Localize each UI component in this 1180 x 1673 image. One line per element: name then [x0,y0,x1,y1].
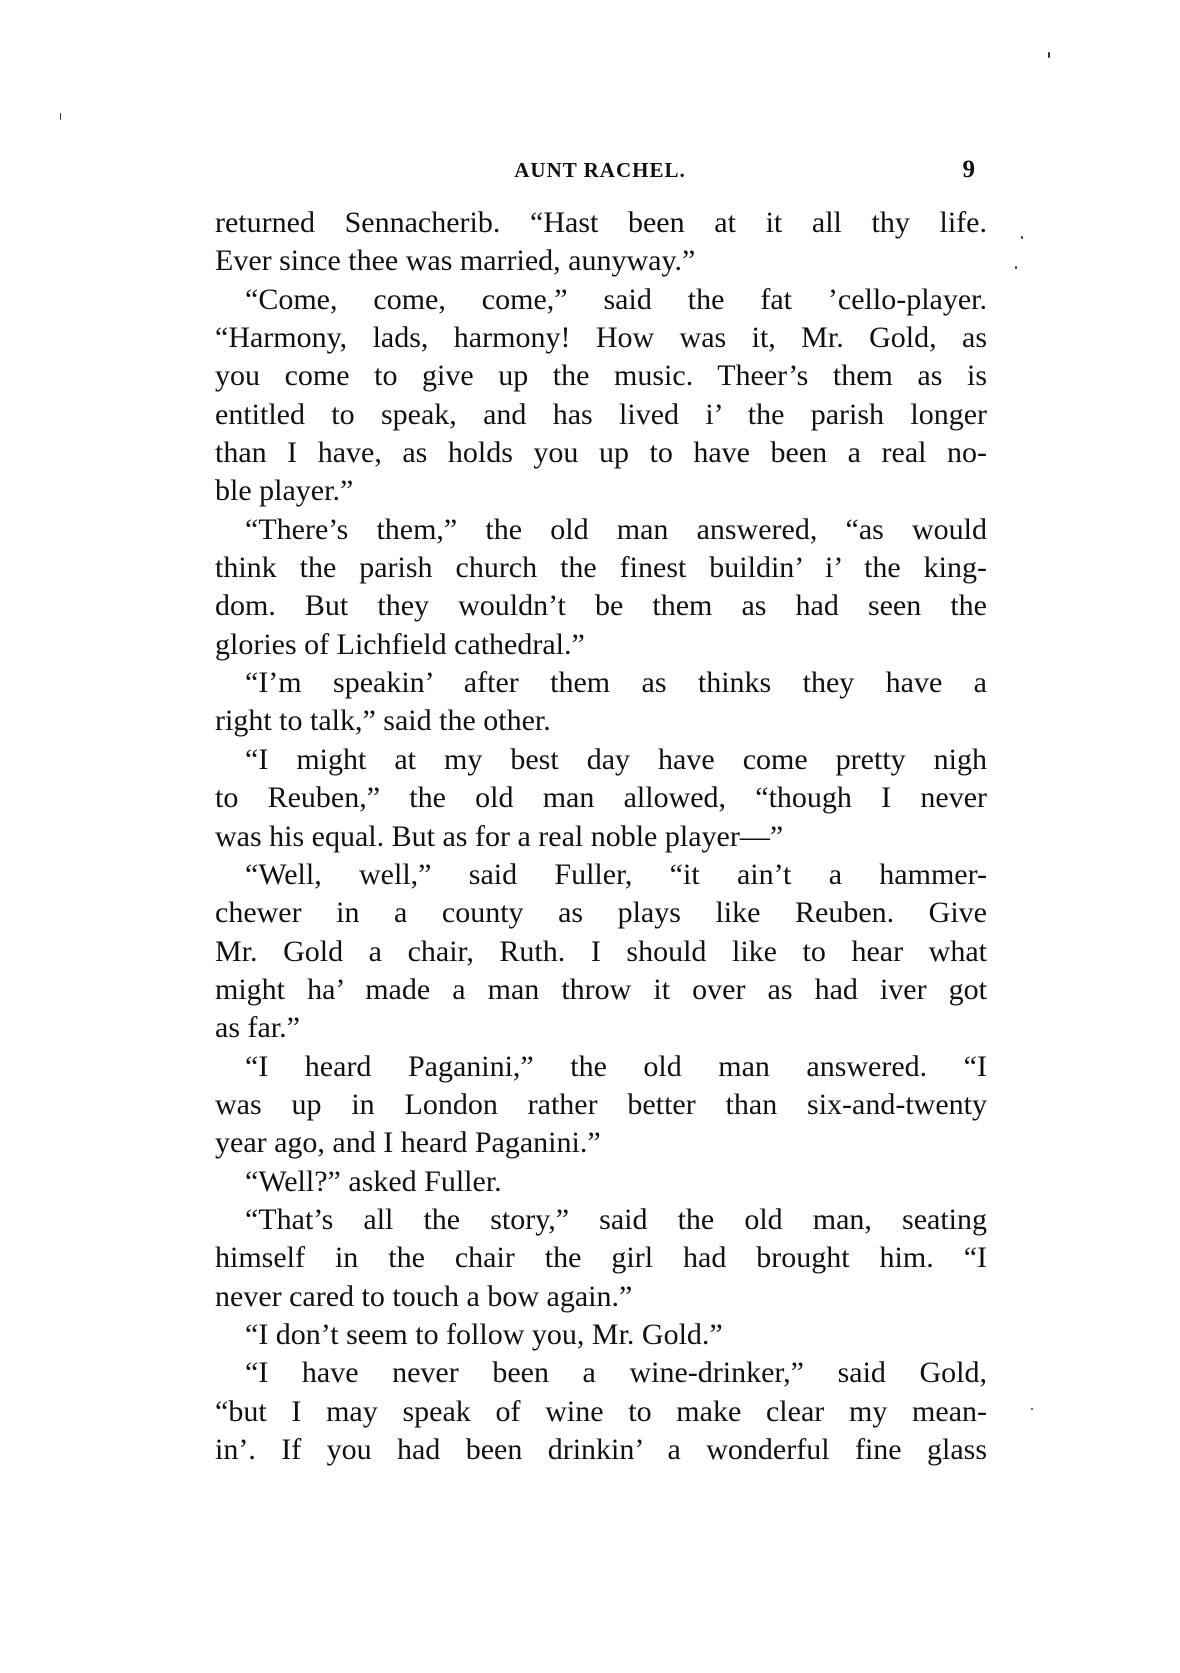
text-line: think the parish church the finest buildin’ i’ the king- [215,551,987,585]
text-line: “Harmony, lads, harmony! How was it, Mr. Gold, as [215,321,987,355]
scan-speck [1031,1408,1033,1410]
text-line: ble player.” [215,474,354,508]
text-line: right to talk,” said the other. [215,704,551,738]
text-line: “but I may speak of wine to make clear my mean- [215,1394,987,1428]
scan-speck [1015,266,1017,269]
text-line: “That’s all the story,” said the old man, seating [245,1202,987,1236]
scan-speck [1021,236,1023,239]
text-line: “I heard Paganini,” the old man answered. “I [245,1049,987,1083]
text-line: “I’m speakin’ after them as thinks they have a [245,666,987,700]
text-line: himself in the chair the girl had brought him. “I [215,1241,987,1275]
text-line: chewer in a county as plays like Reuben. Give [215,896,987,930]
text-line: was his equal. But as for a real noble player—” [215,819,784,853]
text-line: might ha’ made a man throw it over as had iver got [215,972,987,1006]
text-line: never cared to touch a bow again.” [215,1279,633,1313]
text-line: entitled to speak, and has lived i’ the parish longer [215,397,987,431]
text-line: to Reuben,” the old man allowed, “though I never [215,781,987,815]
body-text [215,204,987,1469]
text-line: “I have never been a wine-drinker,” said Gold, [245,1356,987,1390]
scan-speck [60,113,61,120]
text-line: glories of Lichfield cathedral.” [215,627,585,661]
text-line: “I might at my best day have come pretty nigh [245,742,987,776]
text-line: you come to give up the music. Theer’s them as is [215,359,987,393]
text-line: “Well?” asked Fuller. [245,1164,502,1198]
text-line: than I have, as holds you up to have been a real no- [215,436,987,470]
text-line: in’. If you had been drinkin’ a wonderful fine glass [215,1433,987,1466]
text-line: “I don’t seem to follow you, Mr. Gold.” [245,1317,723,1351]
text-line: Ever since thee was married, aunyway.” [215,244,696,278]
text-line: “There’s them,” the old man answered, “as would [245,512,987,546]
text-line: “Come, come, come,” said the fat ’cello-player. [245,282,987,316]
text-line: returned Sennacherib. “Hast been at it all thy life. [215,206,987,239]
text-line: Mr. Gold a chair, Ruth. I should like to hear what [215,934,987,968]
text-line: as far.” [215,1011,300,1045]
scan-speck [1048,52,1050,58]
text-line: dom. But they wouldn’t be them as had seen the [215,589,987,623]
page-number: 9 [962,156,975,183]
running-title: AUNT RACHEL. [514,158,686,182]
running-head [215,158,985,192]
text-line: “Well, well,” said Fuller, “it ain’t a hammer- [245,857,987,891]
text-line: was up in London rather better than six-and-twenty [215,1087,987,1121]
text-line: year ago, and I heard Paganini.” [215,1126,601,1160]
